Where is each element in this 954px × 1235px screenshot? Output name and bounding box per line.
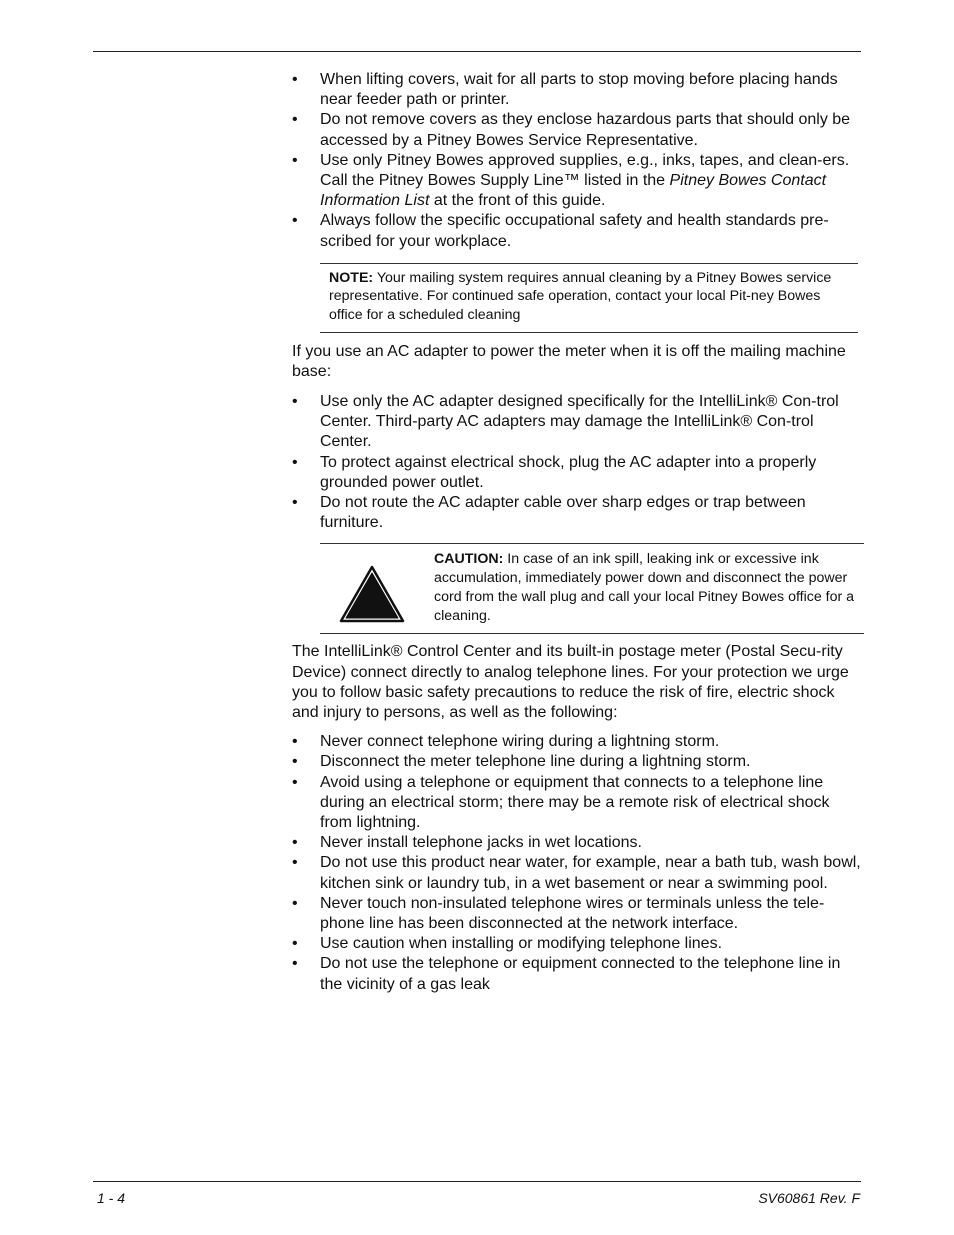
safety-list-ac-adapter [292, 392, 864, 533]
list-item: • Do not use this product near water, for example, near a bath tub, wash bowl, kitchen sink or laundry tub, in a wet basement or near a swimming pool. [292, 853, 864, 893]
list-item: • Do not use the telephone or equipment connected to the telephone line in the vicinity of a gas leak [292, 954, 864, 994]
list-item: • To protect against electrical shock, plug the AC adapter into a properly grounded power outlet. [292, 453, 864, 493]
caution-box [320, 543, 864, 634]
note-text: Your mailing system requires annual cleaning by a Pitney Bowes service representative. For continued safe operation, contact your local Pit-ney Bowes office for a scheduled cleaning [329, 269, 832, 324]
list-item: • Always follow the specific occupational safety and health standards pre-scribed for your workplace. [292, 211, 864, 251]
telephone-safety-intro: The IntelliLink® Control Center and its built-in postage meter (Postal Secu-rity Device) connect directly to analog telephone lines. For your protection we urge you to follow basic safety precautions to reduce the risk of fire, electric shock and injury to persons, as well as the following: [292, 643, 849, 722]
caution-text: In case of an ink spill, leaking ink or excessive ink accumulation, immediately power down and disconnect the power cord from the wall plug and call your local Pitney Bowes office for a cleaning. [434, 551, 855, 625]
list-item: • Do not route the AC adapter cable over sharp edges or trap between furniture. [292, 493, 864, 533]
page-content [292, 70, 864, 995]
caution-text-block [434, 550, 858, 626]
list-item: • Avoid using a telephone or equipment that connects to a telephone line during an electrical storm; there may be a remote risk of electrical shock from lightning. [292, 773, 864, 834]
contact-list-title: Pitney Bowes Contact Information List [320, 172, 827, 210]
list-item: • Never install telephone jacks in wet locations. [292, 833, 864, 853]
list-item-supplies [292, 151, 864, 212]
list-item: • Use only the AC adapter designed specifically for the IntelliLink® Con-trol Center. Third-party AC adapters may damage the IntelliLink® Con-trol Center. [292, 392, 864, 453]
page-number: 1 - 4 [97, 1190, 126, 1206]
footer-rule [93, 1181, 861, 1182]
list-item: • Never connect telephone wiring during a lightning storm. [292, 732, 864, 752]
safety-list-telephone [292, 732, 864, 995]
list-item: • Never touch non-insulated telephone wires or terminals unless the tele-phone line has been disconnected at the network interface. [292, 894, 864, 934]
document-number: SV60861 Rev. F [758, 1190, 860, 1206]
safety-list-covers [292, 70, 864, 252]
header-rule [93, 51, 861, 52]
supplies-text: Use only Pitney Bowes approved supplies, e.g., inks, tapes, and clean-ers. Call the Pitney Bowes Supply Line™ listed in the [320, 151, 850, 190]
warning-triangle-icon [338, 564, 406, 624]
caution-label: CAUTION: [434, 551, 504, 568]
list-item: • Do not remove covers as they enclose hazardous parts that should only be accessed by a Pitney Bowes Service Representative. [292, 110, 864, 150]
note-label: NOTE: [329, 269, 374, 286]
ac-adapter-intro: If you use an AC adapter to power the meter when it is off the mailing machine base: [292, 342, 846, 380]
note-box [320, 263, 858, 333]
list-item: • Disconnect the meter telephone line during a lightning storm. [292, 752, 864, 772]
list-item: • Use caution when installing or modifying telephone lines. [292, 934, 864, 954]
list-item: • When lifting covers, wait for all parts to stop moving before placing hands near feeder path or printer. [292, 70, 864, 110]
supplies-text-end: at the front of this guide. [429, 192, 606, 210]
